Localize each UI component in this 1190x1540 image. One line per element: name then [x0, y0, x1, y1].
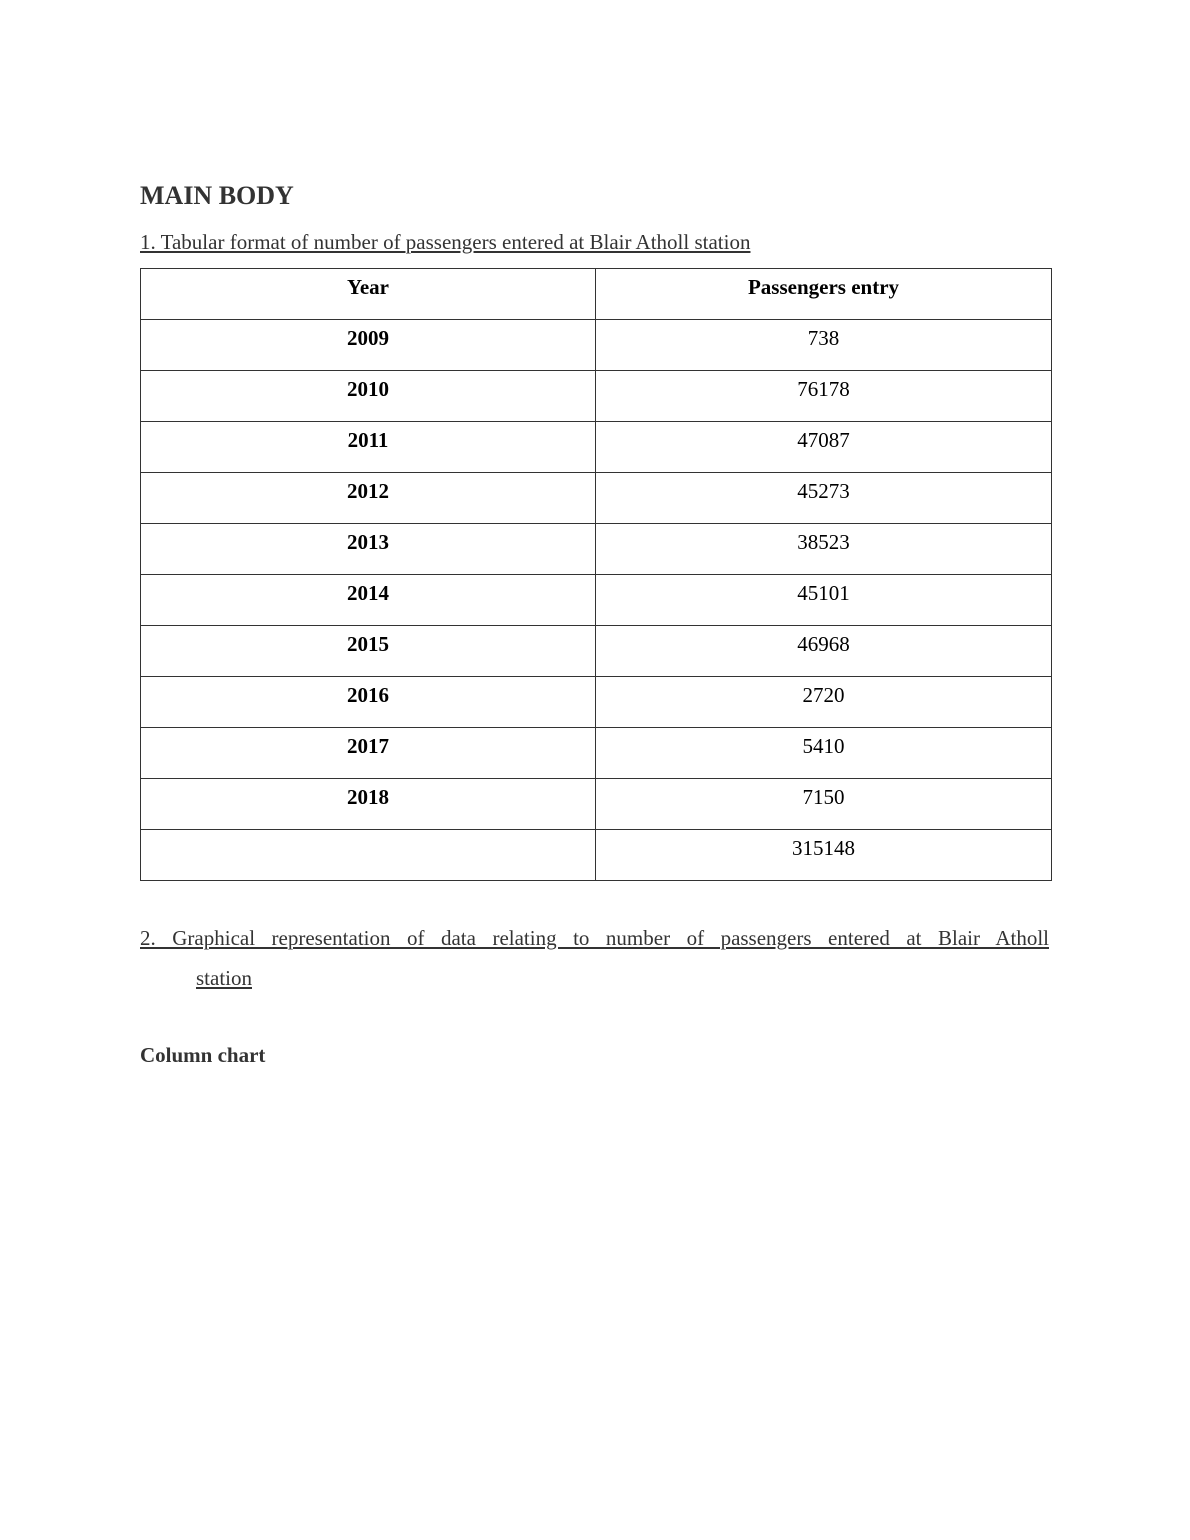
year-cell: 2014: [141, 575, 596, 626]
table-row: [141, 677, 1052, 728]
passengers-cell: 76178: [596, 371, 1052, 422]
table-row: [141, 320, 1052, 371]
table-row: [141, 575, 1052, 626]
table-row: [141, 371, 1052, 422]
table-row: [141, 779, 1052, 830]
total-label-cell: [141, 830, 596, 881]
passengers-cell: 2720: [596, 677, 1052, 728]
total-value-cell: 315148: [596, 830, 1052, 881]
table-row: [141, 626, 1052, 677]
passengers-table: [140, 268, 1052, 881]
section-title-chart-line2: station: [196, 966, 252, 990]
table-row: [141, 728, 1052, 779]
passengers-cell: 7150: [596, 779, 1052, 830]
passengers-cell: 47087: [596, 422, 1052, 473]
column-header-year: Year: [141, 269, 596, 320]
passengers-cell: 5410: [596, 728, 1052, 779]
table-row: [141, 422, 1052, 473]
main-heading: MAIN BODY: [140, 181, 294, 210]
passengers-cell: 38523: [596, 524, 1052, 575]
year-cell: 2017: [141, 728, 596, 779]
year-cell: 2016: [141, 677, 596, 728]
year-cell: 2012: [141, 473, 596, 524]
column-header-passengers: Passengers entry: [596, 269, 1052, 320]
year-cell: 2015: [141, 626, 596, 677]
table-row: [141, 473, 1052, 524]
year-cell: 2013: [141, 524, 596, 575]
chart-subheading: Column chart: [140, 1043, 266, 1067]
table-total-row: [141, 830, 1052, 881]
year-cell: 2018: [141, 779, 596, 830]
year-cell: 2010: [141, 371, 596, 422]
section-title-chart: [140, 918, 1049, 998]
section-title-chart-line1: 2. Graphical representation of data relating to number of passengers entered at Blair Atholl: [140, 926, 1049, 950]
section-title-table: 1. Tabular format of number of passengers entered at Blair Atholl station: [140, 230, 751, 254]
year-cell: 2011: [141, 422, 596, 473]
passengers-cell: 738: [596, 320, 1052, 371]
passengers-cell: 46968: [596, 626, 1052, 677]
table-row: [141, 524, 1052, 575]
passengers-cell: 45101: [596, 575, 1052, 626]
passengers-cell: 45273: [596, 473, 1052, 524]
table-header-row: [141, 269, 1052, 320]
year-cell: 2009: [141, 320, 596, 371]
section-title-chart-line2-wrap: [140, 958, 1049, 998]
